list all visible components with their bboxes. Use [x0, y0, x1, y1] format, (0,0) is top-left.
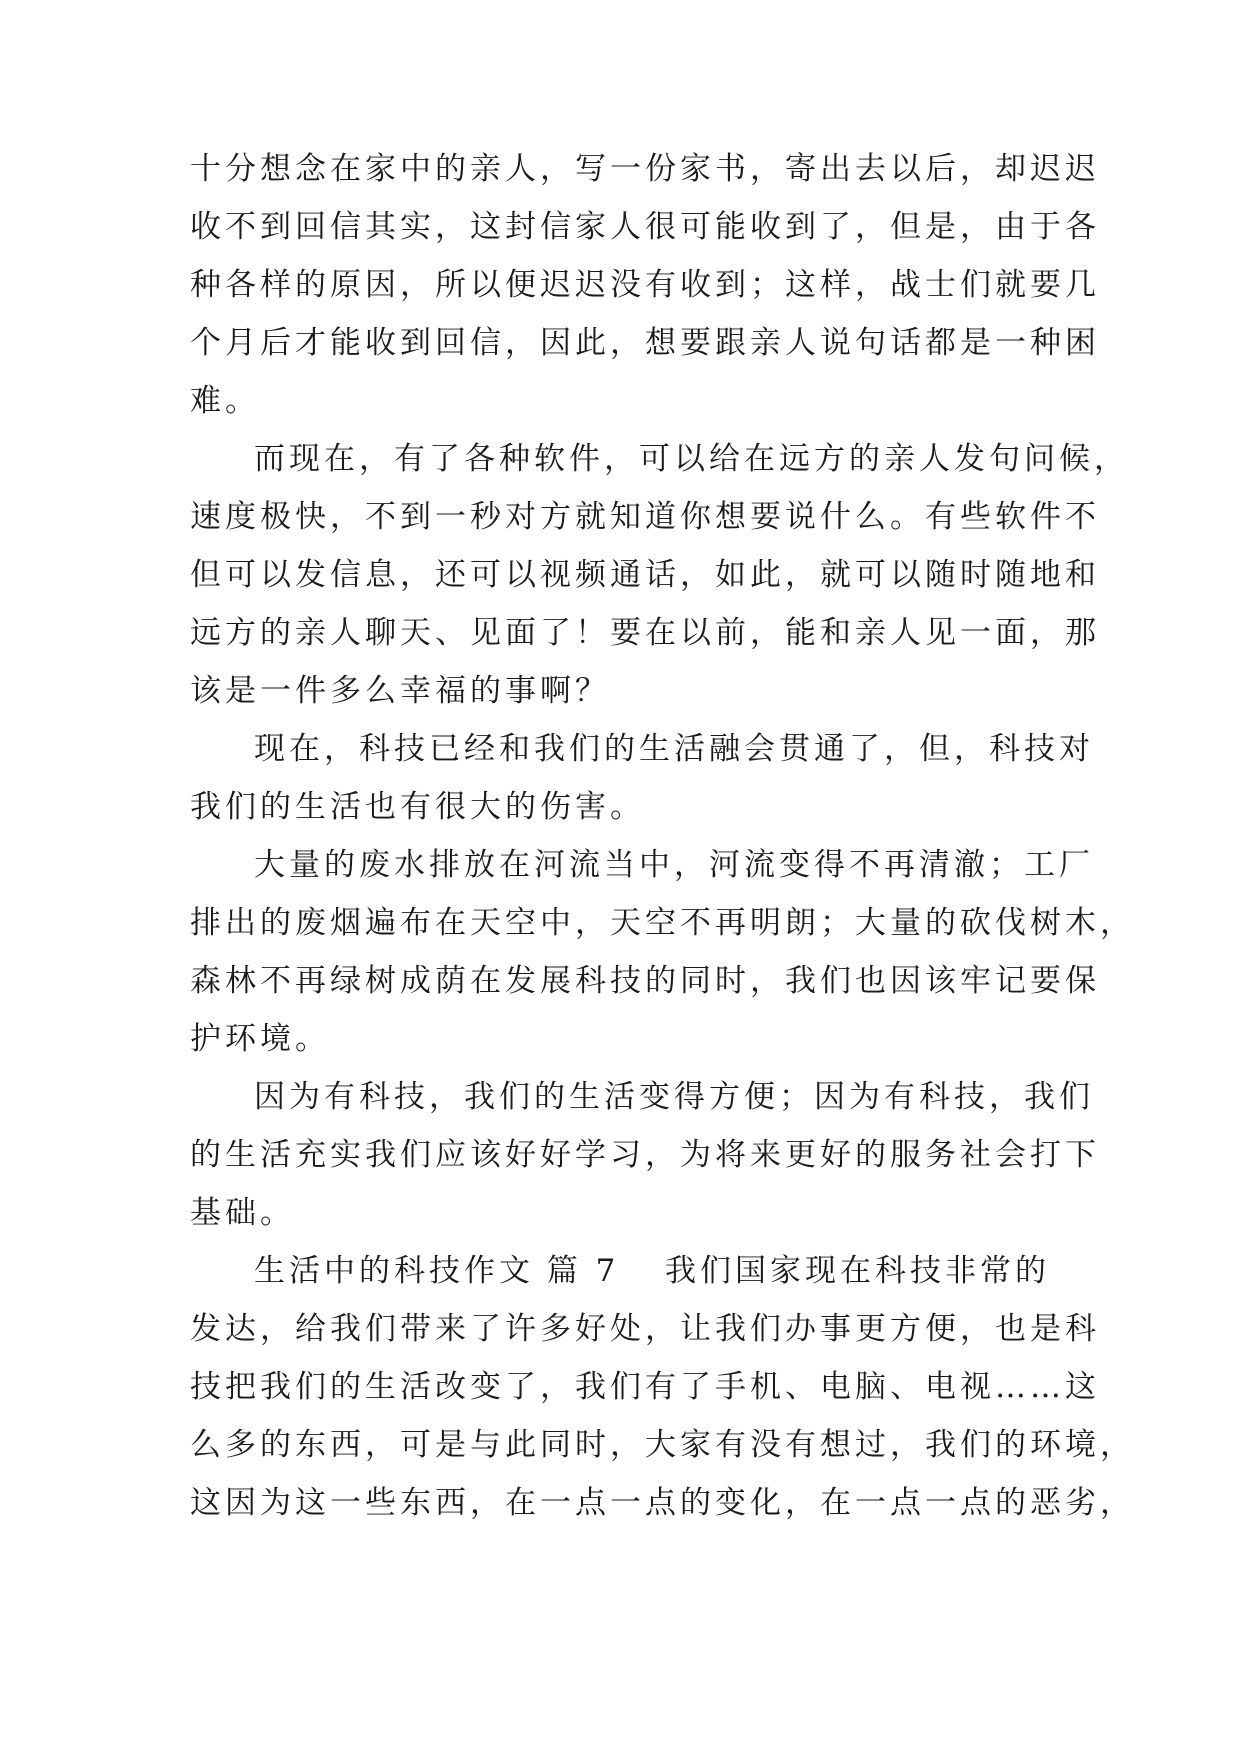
text-line: 我们国家现在科技非常的 — [665, 1253, 1050, 1289]
text-line: 么多的东西，可是与此同时，大家有没有想过，我们的环境， — [190, 1427, 1135, 1463]
essay-body — [190, 140, 1135, 1532]
text-line: 收不到回信其实，这封信家人很可能收到了，但是，由于各 — [190, 209, 1100, 245]
text-line: 但可以发信息，还可以视频通话，如此，就可以随时随地和 — [190, 557, 1100, 593]
text-line: 大量的废水排放在河流当中，河流变得不再清澈；工厂 — [254, 847, 1094, 883]
text-line: 种各样的原因，所以便迟迟没有收到；这样，战士们就要几 — [190, 267, 1100, 303]
section-number: 篇 7 — [546, 1253, 620, 1289]
paragraph — [190, 140, 1100, 430]
text-line: 基础。 — [190, 1195, 295, 1231]
text-line: 该是一件多么幸福的事啊？ — [190, 673, 610, 709]
text-line: 森林不再绿树成荫在发展科技的同时，我们也因该牢记要保 — [190, 963, 1100, 999]
text-line: 远方的亲人聊天、见面了！要在以前，能和亲人见一面，那 — [190, 615, 1100, 651]
text-line: 护环境。 — [190, 1021, 330, 1057]
essay-section — [190, 1242, 1135, 1532]
paragraph — [190, 720, 1094, 836]
text-line: 因为有科技，我们的生活变得方便；因为有科技，我们 — [254, 1079, 1094, 1115]
text-line: 现在，科技已经和我们的生活融会贯通了，但，科技对 — [254, 731, 1094, 767]
text-line: 发达，给我们带来了许多好处，让我们办事更方便，也是科 — [190, 1311, 1100, 1347]
paragraph — [190, 430, 1129, 720]
text-line: 难。 — [190, 383, 260, 419]
text-line: 而现在，有了各种软件，可以给在远方的亲人发句问候， — [254, 441, 1129, 477]
text-line: 这因为这一些东西，在一点一点的变化，在一点一点的恶劣， — [190, 1485, 1135, 1521]
text-line: 我们的生活也有很大的伤害。 — [190, 789, 645, 825]
paragraph — [190, 1068, 1100, 1242]
section-heading-line — [190, 1242, 1050, 1300]
text-line: 个月后才能收到回信，因此，想要跟亲人说句话都是一种困 — [190, 325, 1100, 361]
text-line: 的生活充实我们应该好好学习，为将来更好的服务社会打下 — [190, 1137, 1100, 1173]
text-line: 十分想念在家中的亲人，写一份家书，寄出去以后，却迟迟 — [190, 151, 1100, 187]
section-title: 生活中的科技作文 — [254, 1253, 534, 1289]
paragraph — [190, 836, 1135, 1068]
text-line: 排出的废烟遍布在天空中，天空不再明朗；大量的砍伐树木， — [190, 905, 1135, 941]
text-line: 技把我们的生活改变了，我们有了手机、电脑、电视……这 — [190, 1369, 1100, 1405]
text-line: 速度极快，不到一秒对方就知道你想要说什么。有些软件不 — [190, 499, 1100, 535]
